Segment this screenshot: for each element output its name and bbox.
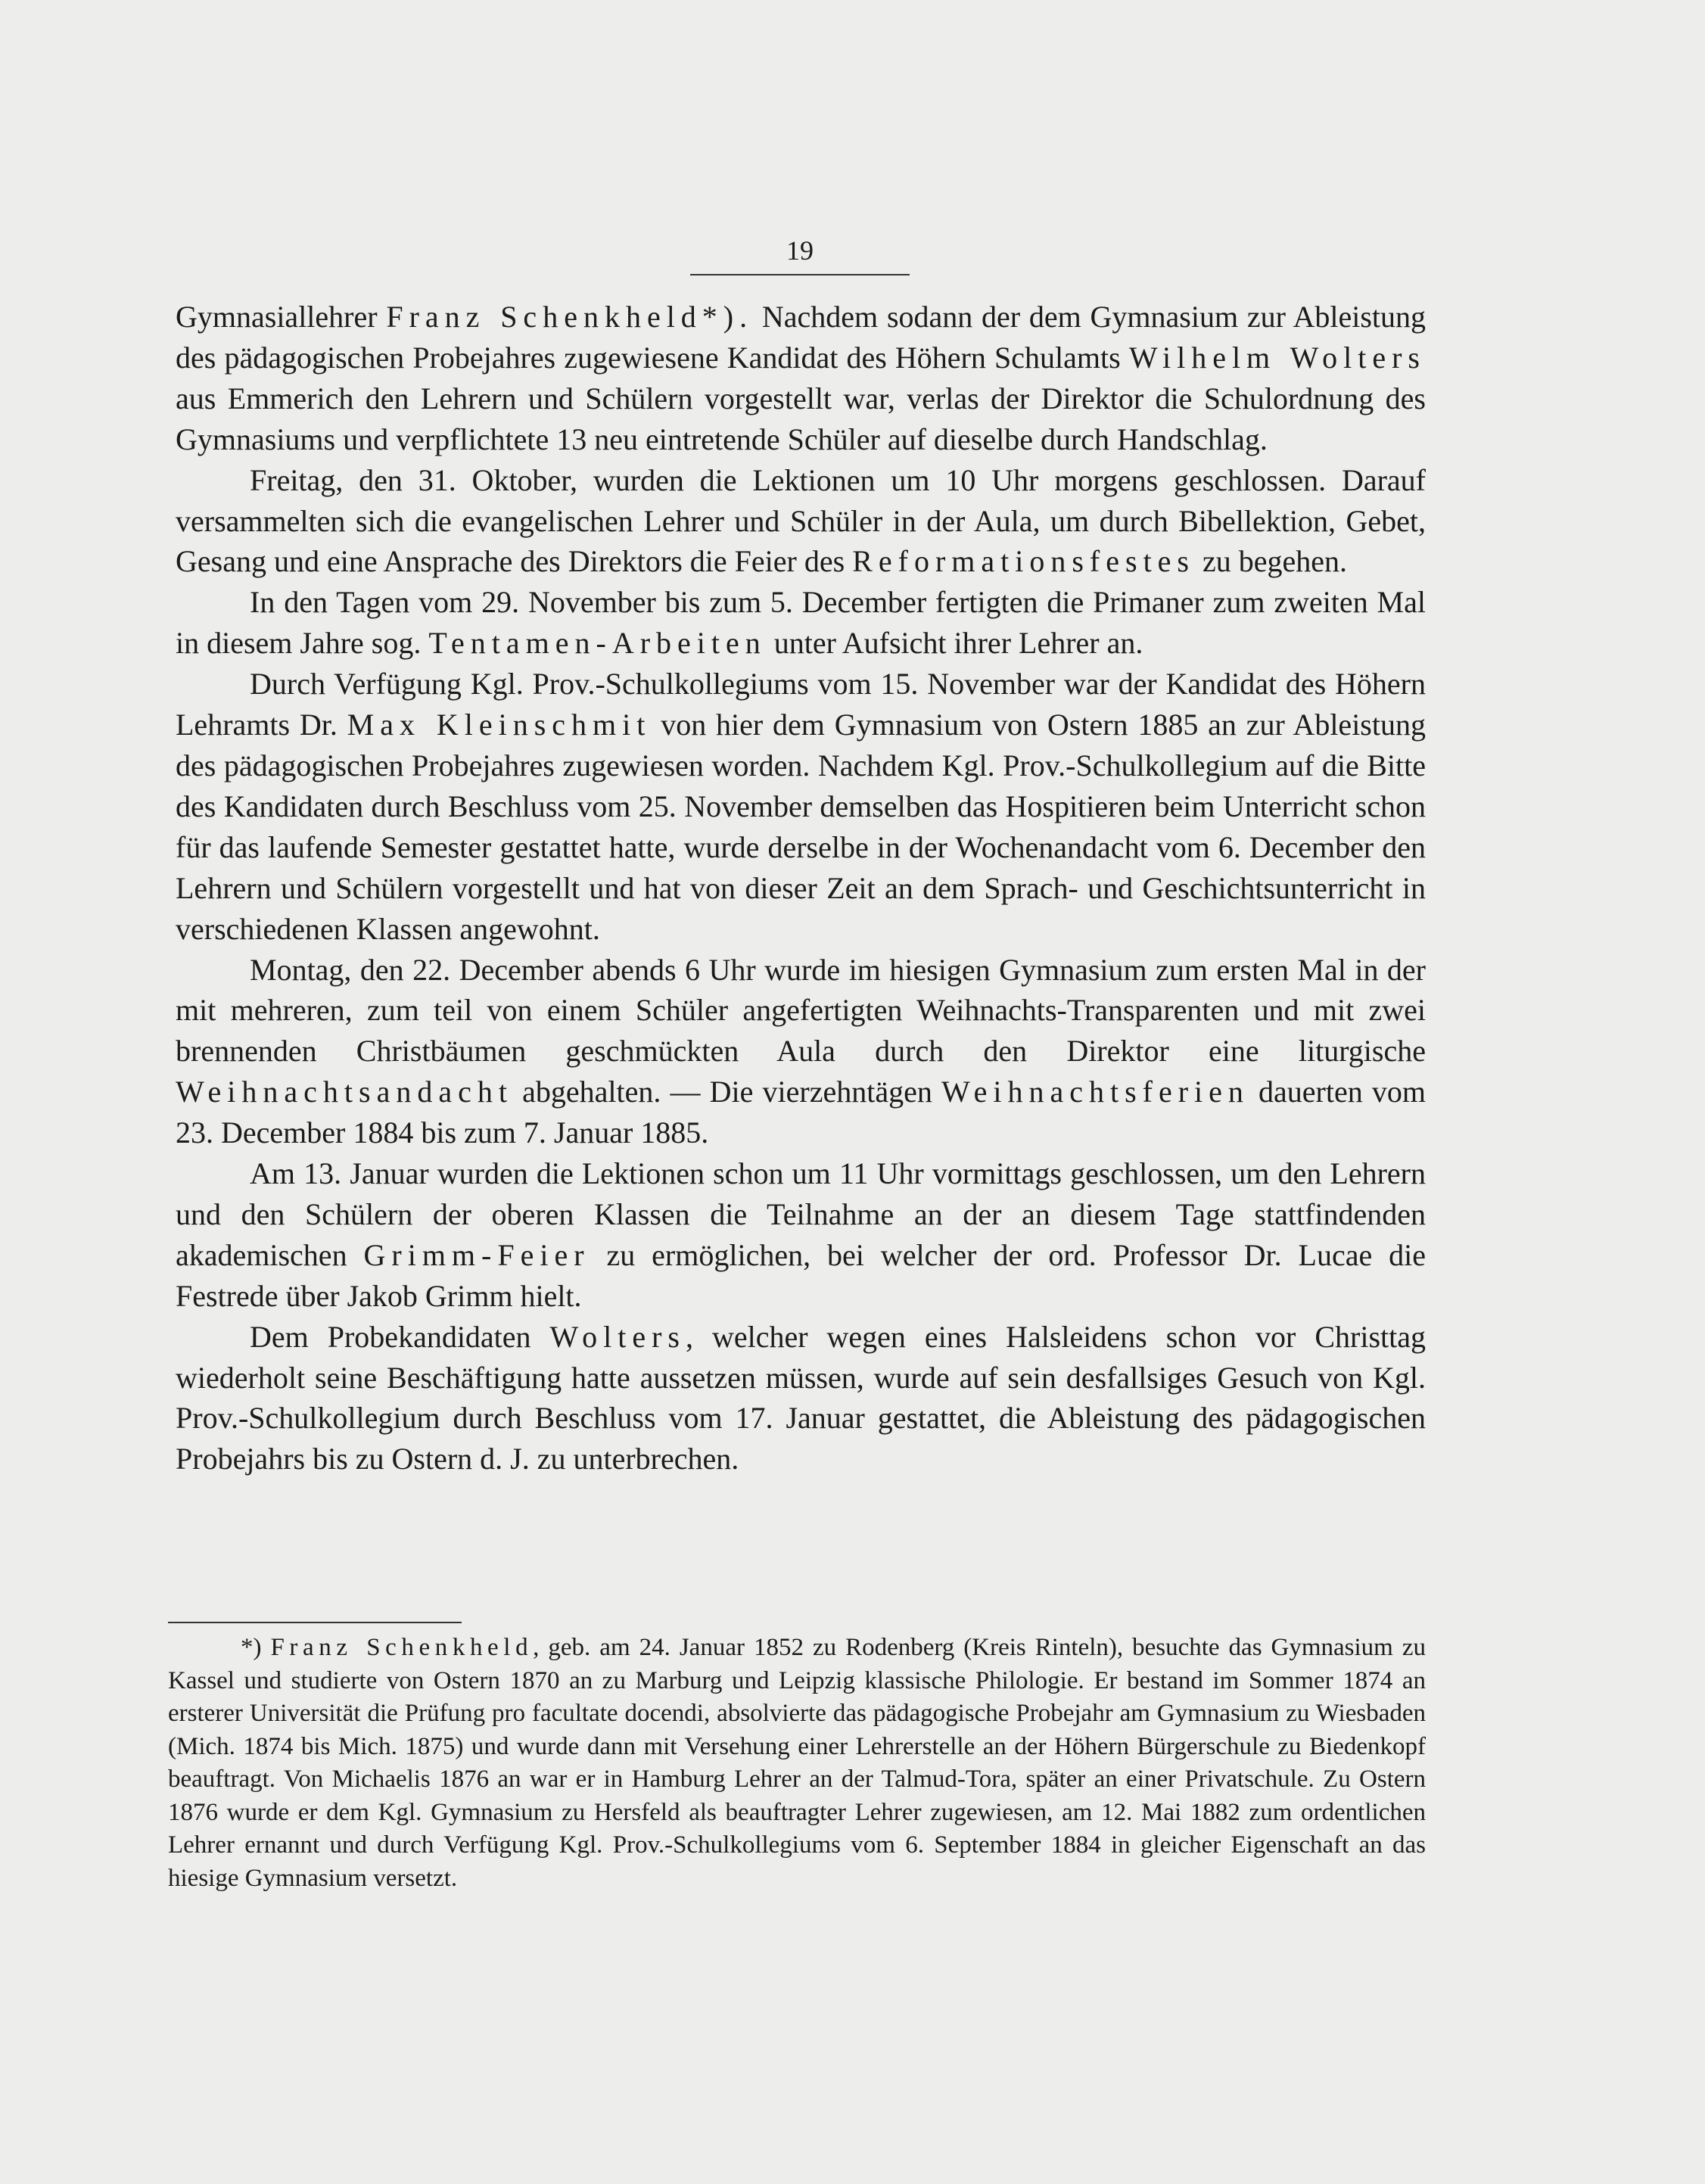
spaced-name: Weihnachtsferien [941, 1075, 1249, 1109]
text-run: aus Emmerich den Lehrern und Schülern vorgestellt war, verlas der Direktor die Schulordnung des Gymnasiums und verpflichtete 13 neu eintretende Schüler auf dieselbe durch Handschlag. [176, 381, 1426, 456]
paragraph [176, 950, 1426, 1154]
paragraph [176, 1317, 1426, 1480]
spaced-name: Wilhelm Wolters [1128, 340, 1426, 375]
text-run: zu begehen. [1195, 544, 1348, 579]
text-run: *) [241, 1634, 271, 1661]
text-run: Gymnasiallehrer [176, 300, 387, 334]
footnote-rule [168, 1622, 462, 1623]
text-run: abgehalten. — Die vierzehntägen [512, 1075, 942, 1109]
text-run: Dem Probekandidaten [250, 1319, 550, 1354]
text-run: Freitag, den 31. Oktober, wurden die Lektionen um 10 Uhr morgens geschlossen. Darauf versammelten sich die evangelischen Lehrer und Schüler in der Aula, um durch Bibellektion, Gebet, Gesang und eine Ansprache des Direktors die Feier des [176, 462, 1426, 579]
text-run: Nachdem sodann der dem Gymnasium zur Ableistung des pädagogischen Probejahres zugewiesene Kandidat des Höhern Schulamts [176, 300, 1427, 375]
text-run: , welcher wegen eines Halsleidens schon vor Christtag wiederholt seine Beschäftigung hatte aussetzen müssen, wurde auf sein desfallsiges Gesuch von Kgl. Prov.-Schulkollegium durch Beschluss vom 17. Januar gestattet, die Ableistung des pädagogischen Probejahrs bis zu Ostern d. J. zu unterbrechen. [176, 1319, 1426, 1476]
spaced-name: Franz Schenkheld [270, 1634, 534, 1661]
text-run: unter Aufsicht ihrer Lehrer an. [766, 626, 1143, 661]
text-run: In den Tagen vom 29. November bis zum 5. December fertigten die Primaner zum zweiten Mal in diesem Jahre sog. [176, 585, 1426, 661]
footnote [168, 1632, 1426, 1895]
spaced-name: Franz Schenkheld*). [386, 300, 754, 334]
text-run: dauerten vom 23. December 1884 bis zum 7. Januar 1885. [176, 1075, 1427, 1150]
body-text [176, 297, 1426, 1479]
spaced-name: Grimm-Feier [363, 1237, 590, 1272]
header-rule [690, 274, 910, 275]
footnote-paragraph [168, 1632, 1426, 1895]
text-run: zu ermöglichen, bei welcher der ord. Professor Dr. Lucae die Festrede über Jakob Grimm hielt. [176, 1237, 1426, 1313]
spaced-name: Tentamen-Arbeiten [428, 626, 767, 661]
spaced-name: Reformationsfestes [852, 544, 1195, 579]
paragraph [176, 582, 1426, 664]
text-run: von hier dem Gymnasium von Ostern 1885 an zur Ableistung des pädagogischen Probejahres zugewiesen worden. Nachdem Kgl. Prov.-Schulkollegium auf die Bitte des Kandidaten durch Beschluss vom 25. November demselben das Hospitieren beim Unterricht schon für das laufende Semester gestattet hatte, wurde derselbe in der Wochenandacht vom 6. December den Lehrern und Schülern vorgestellt und hat von dieser Zeit an dem Sprach- und Geschichtsunterricht in verschiedenen Klassen angewohnt. [176, 708, 1426, 946]
spaced-name: Wolters [549, 1319, 686, 1354]
text-run: Durch Verfügung Kgl. Prov.-Schulkollegiums vom 15. November war der Kandidat des Höhern Lehramts Dr. [176, 667, 1426, 742]
paragraph [176, 1153, 1426, 1317]
spaced-name: Weihnachtsandacht [176, 1075, 513, 1109]
text-run: , geb. am 24. Januar 1852 zu Rodenberg (Kreis Rinteln), besuchte das Gymnasium zu Kassel und studierte von Ostern 1870 an zu Marburg und Leipzig klassische Philologie. Er bestand im Sommer 1874 an ersterer Universität die Prüfung pro facultate docendi, absolvierte das pädagogische Probejahr am Gymnasium zu Wiesbaden (Mich. 1874 bis Mich. 1875) und wurde dann mit Versehung einer Lehrerstelle an der Höhern Bürgerschule zu Biedenkopf beauftragt. Von Michaelis 1876 an war er in Hamburg Lehrer an der Talmud-Tora, später an einer Privatschule. Zu Ostern 1876 wurde er dem Kgl. Gymnasium zu Hersfeld als beauftragter Lehrer zugewiesen, am 12. Mai 1882 zum ordentlichen Lehrer ernannt und durch Verfügung Kgl. Prov.-Schulkollegiums vom 6. September 1884 in gleicher Eigenschaft an das hiesige Gymnasium versetzt. [168, 1634, 1426, 1892]
paragraph [176, 460, 1426, 583]
page-number: 19 [786, 235, 814, 266]
text-run: Am 13. Januar wurden die Lektionen schon um 11 Uhr vormittags geschlossen, um den Lehrern und den Schülern der oberen Klassen die Teilnahme an der an diesem Tage stattfindenden akademischen [176, 1156, 1426, 1272]
text-run: Montag, den 22. December abends 6 Uhr wurde im hiesigen Gymnasium zum ersten Mal in der mit mehreren, zum teil von einem Schüler angefertigten Weihnachts-Transparenten und mit zwei brennenden Christbäumen geschmückten Aula durch den Direktor eine liturgische [176, 952, 1426, 1069]
paragraph [176, 664, 1426, 949]
spaced-name: Max Kleinschmit [347, 708, 652, 742]
paragraph [176, 297, 1426, 460]
